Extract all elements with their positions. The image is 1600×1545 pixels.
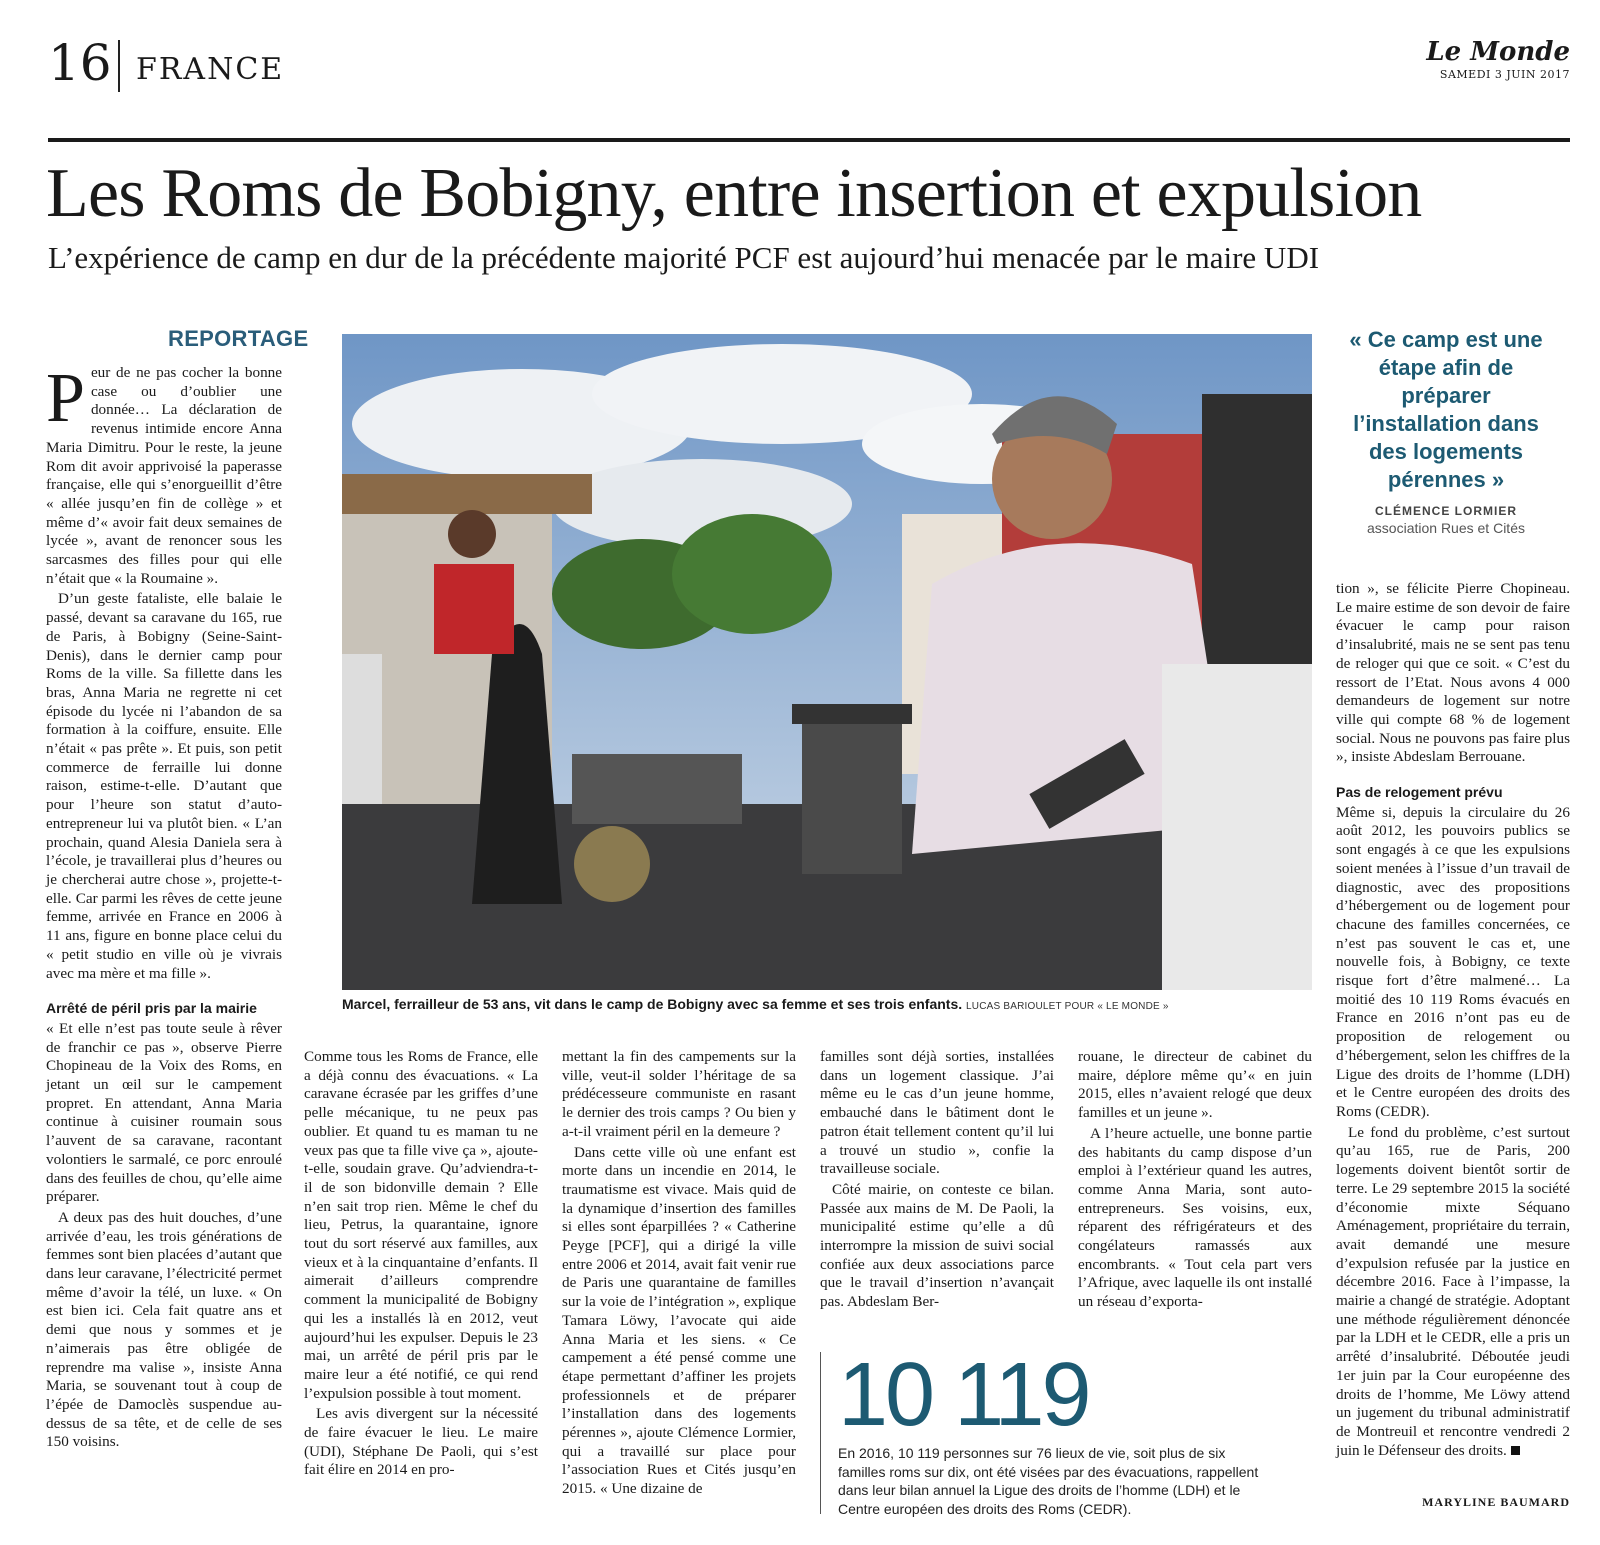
photo-illustration [342, 334, 1312, 990]
pull-quote-text: « Ce camp est une étape afin de préparer l’installation dans des logements pérennes » [1349, 327, 1543, 492]
stat-number: 10 119 [838, 1345, 1089, 1445]
end-mark [1511, 1446, 1520, 1455]
paragraph: Les avis divergent sur la nécessité de faire évacuer le lieu. Le maire (UDI), Stéphane De Paoli, qui s’est fait élire en 2014 en pro- [304, 1405, 538, 1479]
paragraph: Même si, depuis la circulaire du 26 août 2012, les pouvoirs publics se sont engagés à ce que les expulsions soient menées à l’issue d’un travail de diagnostic, avec des propositions d’hébergement ou de logement pour chacune des familles concernées, ce n’est pas souvent le cas et, une nouvelle fois, à Bobigny, ce texte risque fort d’être malmené… La moitié des 10 119 Roms évacués en France en 2016 n’ont pas eu de proposition de relogement ou d’hébergement, selon les chiffres de la Ligue des droits de l’homme (LDH) et le Centre européen des droits des Roms (CEDR). [1336, 803, 1570, 1120]
paragraph: D’un geste fataliste, elle balaie le passé, devant sa caravane du 165, rue de Paris, à Bobigny (Seine-Saint-Denis), dans le dernier camp pour Roms de la ville. Sa fillette dans les bras, Anna Maria ne regrette ni cet épisode du lycée ni l’abandon de sa formation à la coiffure, ensuite. Elle n’était « pas prête ». Et puis, son petit commerce de ferraille lui donne raison, estime-t-elle. D’autant que pour l’heure son statut d’auto-entrepreneur lui va plutôt bien. « L’an prochain, quand Alesia Daniela sera à l’école, je travaillerai plus d’heures ou je chercherai autre chose », projette-t-elle. Car parmi les rêves de cette jeune femme, arrivée en France en 2006 à 11 ans, figure en bonne place celui du « petit studio en ville où je vivrais avec ma mère et ma fille ». [46, 590, 282, 982]
pull-quote-author: CLÉMENCE LORMIER [1375, 504, 1517, 518]
article-column-4 [820, 1048, 1054, 1314]
photo-credit: LUCAS BARIOULET POUR « LE MONDE » [966, 1001, 1169, 1012]
paragraph: A deux pas des huit douches, d’une arrivée d’eau, les trois générations de femmes sont bien placées d’autant que dans leur caravane, l’électricité permet même d’avoir la télé, un luxe. « On est bien ici. Cela fait quatre ans et demi que nous y sommes et je n’aimerais pas être obligée de reprendre ma valise », insiste Anna Maria, se souvenant tout à coup de l’épée de Damoclès suspendue au-dessus de sa tête, et de celle de ses 150 voisins. [46, 1208, 282, 1451]
pull-quote-organization: association Rues et Cités [1367, 520, 1525, 536]
subheading: Pas de relogement prévu [1336, 784, 1503, 801]
stat-text: En 2016, 10 119 personnes sur 76 lieux de vie, soit plus de six familles roms sur dix, ont été visées par des évacuations, rappellent dans leur bilan annuel la Ligue des droits de l’homme (LDH) et le Centre européen des droits des Roms (CEDR). [838, 1445, 1259, 1517]
paragraph: « Et elle n’est pas toute seule à rêver de franchir ce pas », observe Pierre Chopineau de la Voix des Roms, en jetant un œil sur le campement propret. En attendant, Anna Maria continue à cuisiner roumain sous l’auvent de sa caravane, racontant volontiers le sarmalé, ce porc enroulé dans des feuilles de chou, qu’elle aime préparer. [46, 1019, 282, 1206]
masthead [1426, 38, 1570, 81]
paragraph: tion », se félicite Pierre Chopineau. Le maire estime de son devoir de faire évacuer le camp pour raison d’insalubrité, mais ne se sent pas tenu de reloger qui que ce soit. « C’est du ressort de l’Etat. Nous avons 4 000 demandeurs de logement sur notre ville qui compte 68 % de logement social. Nous ne pouvons pas faire plus », insiste Abdeslam Berrouane. [1336, 580, 1570, 766]
paragraph: Peur de ne pas cocher la bonne case ou d’oublier une donnée… La déclaration de revenus intimide encore Anna Maria Dimitru. Pour le reste, la jeune Rom dit avoir apprivoisé la paperasse française, elle qui s’enorgueillit d’être « allée jusqu’en fin de collège » et même d’« avoir fait deux semaines de lycée », avant de renoncer sous les sarcasmes des filles pour qui elle n’était que « la Roumaine ». [46, 360, 282, 587]
byline: MARYLINE BAUMARD [1422, 1495, 1570, 1509]
header-divider [118, 40, 120, 92]
paragraph: rouane, le directeur de cabinet du maire, déplore même qu’« en juin 2015, elles n’avaient relogé que deux familles et un jeune ». [1078, 1048, 1312, 1122]
paragraph: Comme tous les Roms de France, elle a déjà connu des évacuations. « La caravane écrasée par les griffes d’une pelle mécanique, tu ne peux pas oublier. Et quand tu es maman tu ne veux pas que ta fille vive ça », ajoute-t-elle, soudain grave. Qu’adviendra-t-il de son bidonville demain ? Elle n’en sait trop rien. Même le chef du lieu, Petrus, la quarantaine, ignore tout du sort réservé aux familles, aux vieux et à la cinquantaine d’enfants. Il aimerait d’ailleurs comprendre comment la municipalité de Bobigny qui les a installés là en 2012, veut aujourd’hui les expulser. Depuis le 23 mai, un arrêté de péril pris par le maire leur a été notifié, ce qui rend l’expulsion possible à tout moment. [304, 1048, 538, 1402]
article-column-1 [46, 360, 282, 1454]
paragraph: Dans cette ville où une enfant est morte dans un incendie en 2014, le traumatisme est vivace. Mais quid de la dynamique d’insertion des familles si elles sont éparpillées ? « Catherine Peyge [PCF], qui a dirigé la ville entre 2006 et 2014, avait fait venir rue de Paris une quarantaine de familles sur la voie de l’intégration », explique Tamara Löwy, l’avocate qui aide Anna Maria et les siens. « Ce campement a été pensé comme une étape permettant d’affiner les projets professionnels et de préparer l’installation dans des logements pérennes », ajoute Clémence Lormier, qui a travaillé sur place pour l’association Rues et Cités jusqu’en 2015. « Une dizaine de [562, 1143, 796, 1498]
article-column-2 [304, 1048, 538, 1482]
photo-caption [342, 996, 1322, 1012]
newspaper-logo: Le Monde [1426, 37, 1570, 67]
drop-cap: P [46, 360, 85, 437]
paragraph: Côté mairie, on conteste ce bilan. Passée aux mains de M. De Paoli, la municipalité estime qu’elle a dû interrompre la mission de suivi social confiée aux deux associations parce que le travail d’insertion n’avançait pas. Abdeslam Ber- [820, 1180, 1054, 1311]
page-number: 16 [48, 34, 112, 92]
article-column-5 [1078, 1048, 1312, 1314]
paragraph: familles sont déjà sorties, installées dans un logement classique. J’ai même eu le cas d’un jeune homme, embauché dans le bâtiment dont le patron était tellement content qu’il lui a trouvé un studio », confie la travailleuse sociale. [820, 1048, 1054, 1178]
deck: L’expérience de camp en dur de la précédente majorité PCF est aujourd’hui menacée par le maire UDI [48, 240, 1320, 275]
kicker: REPORTAGE [168, 326, 309, 351]
caption-text: Marcel, ferrailleur de 53 ans, vit dans le camp de Bobigny avec sa femme et ses trois enfants. [342, 996, 963, 1012]
paragraph: Le fond du problème, c’est surtout qu’au 165, rue de Paris, 200 logements doivent bientôt sortir de terre. Le 29 septembre 2015 la société d’économie mixte Séquano Aménagement, propriétaire du terrain, avait demandé une mesure d’expulsion refusée par la justice en décembre 2016. Face à l’impasse, la mairie a changé de stratégie. Adoptant une méthode régulièrement dénoncée par la LDH et le CEDR, elle a pris un arrêté d’insalubrité. Déboutée jeudi 1er juin par la Cour européenne des droits de l’homme, Me Löwy attend un jugement du tribunal administratif de Montreuil et rencontre vendredi 2 juin le Défenseur des droits. [1336, 1123, 1570, 1459]
stat-divider [820, 1352, 821, 1514]
article-column-6 [1336, 580, 1570, 1462]
headline: Les Roms de Bobigny, entre insertion et expulsion [46, 155, 1422, 232]
paragraph: mettant la fin des campements sur la ville, veut-il solder l’héritage de sa prédécesseure communiste en rasant le dernier des trois camps ? Ou bien y a-t-il vraiment péril en la demeure ? [562, 1048, 796, 1140]
issue-date: SAMEDI 3 JUIN 2017 [1439, 68, 1570, 81]
paragraph: A l’heure actuelle, une bonne partie des habitants du camp dispose d’un emploi à l’extérieur quand les autres, comme Anna Maria, sont auto-entrepreneurs. Ses voisins, eux, réparent des réfrigérateurs et des congélateurs ramassés aux encombrants. « Tout cela part vers l’Afrique, avec laquelle ils ont installé un réseau d’exporta- [1078, 1124, 1312, 1311]
top-rule [48, 138, 1570, 142]
article-column-3 [562, 1048, 796, 1501]
pull-quote [1336, 326, 1556, 536]
subheading: Arrêté de péril pris par la mairie [46, 1000, 257, 1017]
section-title: FRANCE [136, 52, 285, 87]
photo-scrap-metal-worker [342, 334, 1312, 990]
